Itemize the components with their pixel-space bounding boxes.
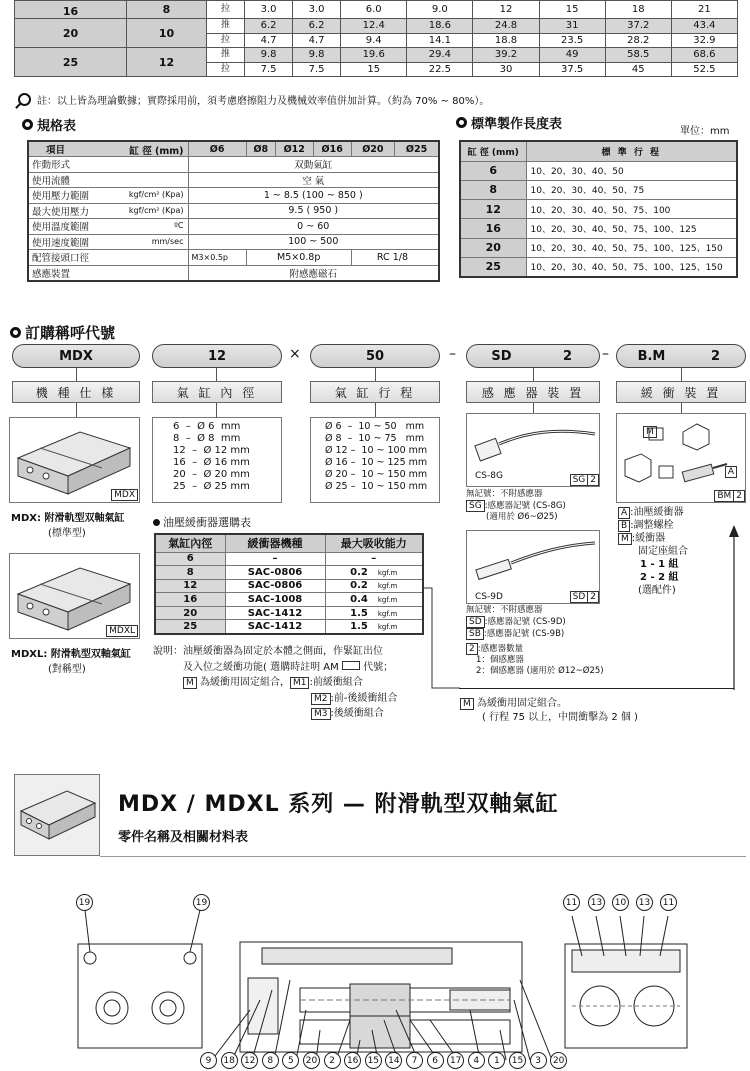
spec-row: 感應裝置 附感應磁石	[28, 265, 439, 281]
force-value: 45	[605, 62, 671, 77]
code-dash-1: –	[449, 346, 456, 362]
force-value: 15	[539, 1, 605, 19]
force-value: 24.8	[473, 19, 539, 34]
force-bore: 25	[15, 48, 127, 77]
force-value: 4.7	[293, 33, 341, 48]
force-bore: 16	[15, 1, 127, 19]
stroke-bore: 6	[460, 161, 526, 180]
damper-row	[155, 606, 423, 620]
force-value: 39.2	[473, 48, 539, 63]
spec-size: Ø6	[188, 141, 246, 157]
damper-bore: 8	[155, 566, 225, 580]
damper-row	[155, 566, 423, 580]
stroke-option: Ø 12 – 10 ~ 100 mm	[325, 445, 428, 456]
code-times: ×	[289, 346, 301, 362]
stroke-option: Ø 20 – 10 ~ 150 mm	[325, 469, 428, 480]
code-stroke: 50	[310, 344, 440, 368]
part-callout: 19	[76, 894, 93, 911]
force-direction: 推	[207, 19, 245, 34]
code-sensor: SD 2	[466, 344, 600, 368]
part-callout: 16	[344, 1052, 361, 1069]
stroke-option: Ø 25 – 10 ~ 150 mm	[325, 481, 428, 492]
stroke-unit: 單位：mm	[680, 126, 730, 137]
part-callout: 3	[530, 1052, 547, 1069]
mdx-desc: MDX: 附滑軌型双軸氣缸	[11, 513, 125, 524]
damper-row	[155, 620, 423, 634]
force-value: 12	[473, 1, 539, 19]
mdxl-desc: MDXL: 附滑軌型双軸氣缸	[11, 649, 131, 660]
stroke-header-bore: 缸 徑 (mm)	[460, 141, 526, 161]
force-value: 4.7	[245, 33, 293, 48]
spec-row: 使用溫度範圍 ºC 0 ~ 60	[28, 219, 439, 235]
dot-icon	[153, 519, 160, 526]
force-direction: 拉	[207, 33, 245, 48]
damper-model: SAC-1412	[225, 620, 325, 634]
force-value: 28.2	[605, 33, 671, 48]
bore-option: 12 – Ø 12 mm	[173, 445, 250, 456]
buffer-parts-drawing	[617, 414, 745, 502]
damper-capacity: 1.5 kgf.m	[325, 606, 423, 620]
force-value: 49	[539, 48, 605, 63]
arrow-up-icon	[725, 525, 743, 690]
force-value: 58.5	[605, 48, 671, 63]
damper-capacity: 0.2 kgf.m	[325, 579, 423, 593]
magnifier-icon	[18, 93, 31, 106]
stroke-row	[460, 180, 737, 199]
force-value: 6.2	[293, 19, 341, 34]
code-buffer: B.M 2	[616, 344, 746, 368]
stroke-list	[310, 417, 440, 503]
force-value: 7.5	[293, 62, 341, 77]
damper-bore: 6	[155, 552, 225, 566]
force-value: 14.1	[407, 33, 473, 48]
stroke-values: 10、20、30、40、50、75、100、125	[526, 219, 737, 238]
force-value: 37.2	[605, 19, 671, 34]
spec-row: 使用壓力範圍 kgf/cm² (Kpa) 1 ~ 8.5 (100 ~ 850 )	[28, 188, 439, 204]
damper-bore: 20	[155, 606, 225, 620]
damper-unit: kgf.m	[377, 609, 398, 618]
code-dash-2: –	[602, 346, 609, 362]
order-heading: 訂購稱呼代號	[10, 322, 115, 343]
bullet-icon	[22, 119, 33, 130]
cat-sensor: 感 應 器 裝 置	[466, 381, 600, 403]
stroke-option: Ø 16 – 10 ~ 125 mm	[325, 457, 428, 468]
damper-row	[155, 579, 423, 593]
stroke-bore: 16	[460, 219, 526, 238]
mdx-image	[9, 417, 140, 503]
sensor-cs9d-box: CS-9D SD 2	[466, 530, 600, 604]
buffer-box: M A BM 2	[616, 413, 746, 503]
damper-bore: 12	[155, 579, 225, 593]
stroke-bore: 20	[460, 238, 526, 257]
stroke-values: 10、20、30、40、50	[526, 161, 737, 180]
force-value: 3.0	[293, 1, 341, 19]
part-callout: 4	[468, 1052, 485, 1069]
force-value: 37.5	[539, 62, 605, 77]
force-value: 9.0	[407, 1, 473, 19]
force-value: 29.4	[407, 48, 473, 63]
spec-size: Ø8	[246, 141, 275, 157]
part-callout: 18	[221, 1052, 238, 1069]
part-callout: 6	[427, 1052, 444, 1069]
stroke-values: 10、20、30、40、50、75	[526, 180, 737, 199]
spec-size: Ø20	[351, 141, 395, 157]
spec-size: Ø12	[275, 141, 313, 157]
force-value: 21	[671, 1, 737, 19]
bore-option: 6 – Ø 6 mm	[173, 421, 241, 432]
damper-capacity: 1.5 kgf.m	[325, 620, 423, 634]
series-title: MDX / MDXL 系列 — 附滑軌型双軸氣缸	[118, 792, 559, 817]
damper-capacity: –	[325, 552, 423, 566]
force-value: 32.9	[671, 33, 737, 48]
force-value: 19.6	[341, 48, 407, 63]
bore-option: 16 – Ø 16 mm	[173, 457, 250, 468]
stroke-values: 10、20、30、40、50、75、100、125、150	[526, 257, 737, 276]
damper-unit: kgf.m	[377, 623, 398, 632]
buffer-text: A :油壓緩衝器 B :調整螺栓 M :緩衝器 固定座組合 1 - 1 組 2 - 2 組 (選配件)	[618, 506, 688, 597]
part-callout: 15	[509, 1052, 526, 1069]
spec-heading: 規格表	[22, 115, 76, 134]
force-direction: 推	[207, 48, 245, 63]
force-value: 23.5	[539, 33, 605, 48]
force-row	[15, 19, 738, 34]
damper-unit: kgf.m	[377, 596, 398, 605]
part-callout: 11	[563, 894, 580, 911]
force-value: 9.4	[341, 33, 407, 48]
force-row	[15, 1, 738, 19]
force-value: 9.8	[293, 48, 341, 63]
parts-drawing	[0, 880, 750, 1071]
series-subtitle: 零件名稱及相關材料表	[118, 830, 249, 845]
force-direction: 拉	[207, 1, 245, 19]
cat-model: 機 種 仕 樣	[12, 381, 140, 403]
bore-option: 8 – Ø 8 mm	[173, 433, 241, 444]
bore-list	[152, 417, 282, 503]
force-value: 3.0	[245, 1, 293, 19]
force-note: 註：以上皆為理論數據；實際採用前，須考慮磨擦阻力及機械效率值併加計算。（約為 70% ~ 80%）。	[18, 92, 489, 107]
part-callout: 8	[262, 1052, 279, 1069]
damper-bore: 16	[155, 593, 225, 607]
force-value: 9.8	[245, 48, 293, 63]
series-cylinder-drawing	[15, 775, 99, 855]
mdxl-image	[9, 553, 140, 639]
force-rod: 8	[127, 1, 207, 19]
stroke-row	[460, 238, 737, 257]
force-value: 52.5	[671, 62, 737, 77]
spec-size: Ø25	[395, 141, 439, 157]
damper-capacity: 0.2 kgf.m	[325, 566, 423, 580]
stroke-option: Ø 8 – 10 ~ 75 mm	[325, 433, 425, 444]
force-value: 12.4	[341, 19, 407, 34]
damper-heading: 油壓緩衝器選購表	[153, 514, 251, 530]
damper-unit: kgf.m	[377, 582, 398, 591]
force-value: 15	[341, 62, 407, 77]
damper-capacity: 0.4 kgf.m	[325, 593, 423, 607]
mdxl-tag: MDXL	[106, 625, 138, 637]
stroke-row	[460, 219, 737, 238]
bore-option: 20 – Ø 20 mm	[173, 469, 250, 480]
spec-row: 配管接頭口徑 M3×0.5p M5×0.8p RC 1/8	[28, 250, 439, 266]
damper-model: SAC-0806	[225, 579, 325, 593]
spec-row: 使用流體 空 氣	[28, 172, 439, 188]
damper-model: SAC-0806	[225, 566, 325, 580]
force-value: 7.5	[245, 62, 293, 77]
buffer-note: M 為緩衝用固定組合。 ( 行程 75 以上，中間衝擊為 2 個 )	[460, 697, 638, 725]
force-value: 22.5	[407, 62, 473, 77]
spec-size: Ø16	[313, 141, 351, 157]
stroke-row	[460, 200, 737, 219]
part-callout: 14	[385, 1052, 402, 1069]
stroke-row	[460, 257, 737, 276]
bullet-icon	[10, 327, 21, 338]
spec-header-item: 項目	[46, 145, 66, 156]
part-callout: 2	[324, 1052, 341, 1069]
stroke-bore: 12	[460, 200, 526, 219]
stroke-bore: 8	[460, 180, 526, 199]
damper-leader-line	[424, 580, 464, 690]
force-rod: 12	[127, 48, 207, 77]
force-direction: 拉	[207, 62, 245, 77]
stroke-header-stroke: 標 準 行 程	[526, 141, 737, 161]
part-callout: 20	[550, 1052, 567, 1069]
spec-table	[27, 140, 440, 282]
force-row	[15, 48, 738, 63]
sensor-cs9d-text: 無記號：不附感應器 SD :感應器記號 (CS-9D) SB :感應器記號 (CS-9B) 2 :感應器數量 1：個感應器 2：個感應器 (適用於 Ø12~Ø25)	[466, 605, 604, 676]
code-model: MDX	[12, 344, 140, 368]
spec-header-bore: 缸 徑 (mm)	[129, 146, 184, 157]
spec-row: 使用速度範圍 mm/sec 100 ~ 500	[28, 234, 439, 250]
stroke-bore: 25	[460, 257, 526, 276]
stroke-row	[460, 161, 737, 180]
bore-option: 25 – Ø 25 mm	[173, 481, 250, 492]
part-callout: 13	[636, 894, 653, 911]
cat-stroke: 氣 缸 行 程	[310, 381, 440, 403]
part-callout: 5	[282, 1052, 299, 1069]
part-callout: 10	[612, 894, 629, 911]
damper-explain: 說明：油壓緩衝器為固定於本體之側面，作緊缸出位 及入位之緩衝功能( 選購時註明 AM 代號； M 為緩衝用固定組合， M1 :前緩衝組合 M2 :前-後緩衝組合 M3 :後緩衝組合	[153, 646, 398, 719]
cat-bore: 氣 缸 內 徑	[152, 381, 282, 403]
force-rod: 10	[127, 19, 207, 48]
force-value: 43.4	[671, 19, 737, 34]
part-callout: 15	[365, 1052, 382, 1069]
spec-row: 作動形式 双動氣缸	[28, 157, 439, 173]
force-value: 6.0	[341, 1, 407, 19]
force-value: 18.8	[473, 33, 539, 48]
part-callout: 13	[588, 894, 605, 911]
part-callout: 11	[660, 894, 677, 911]
damper-row	[155, 593, 423, 607]
force-value: 18	[605, 1, 671, 19]
part-callout: 7	[406, 1052, 423, 1069]
mdx-sub: (標準型)	[48, 528, 86, 539]
force-value: 18.6	[407, 19, 473, 34]
stroke-table	[459, 140, 738, 278]
spec-row: 最大使用壓力 kgf/cm² (Kpa) 9.5 ( 950 )	[28, 203, 439, 219]
part-callout: 12	[241, 1052, 258, 1069]
damper-unit: kgf.m	[377, 568, 398, 577]
bullet-icon	[456, 117, 467, 128]
stroke-heading: 標準製作長度表	[456, 113, 562, 132]
damper-model: –	[225, 552, 325, 566]
sensor-cs8g-text: 無記號：不附感應器 SG :感應器記號 (CS-8G) (適用於 Ø6~Ø25)	[466, 489, 566, 522]
code-bore: 12	[152, 344, 282, 368]
damper-model: SAC-1008	[225, 593, 325, 607]
force-value: 30	[473, 62, 539, 77]
mdx-tag: MDX	[111, 489, 138, 501]
part-callout: 19	[193, 894, 210, 911]
stroke-values: 10、20、30、40、50、75、100	[526, 200, 737, 219]
stroke-option: Ø 6 – 10 ~ 50 mm	[325, 421, 425, 432]
damper-row	[155, 552, 423, 566]
part-callout: 1	[488, 1052, 505, 1069]
part-callout: 17	[447, 1052, 464, 1069]
force-value: 6.2	[245, 19, 293, 34]
force-table	[14, 0, 738, 77]
damper-bore: 25	[155, 620, 225, 634]
stroke-values: 10、20、30、40、50、75、100、125、150	[526, 238, 737, 257]
part-callout: 20	[303, 1052, 320, 1069]
force-value: 68.6	[671, 48, 737, 63]
damper-table: 氣缸內徑 緩衝器機種 最大吸收能力 6 – – 8 SAC-0806 0.2 kgf.m 12 SAC-0806 0.2 kgf.m 16 SAC-1008 0.4 kgf.m 20 SAC-1412 1.5 kgf.m 25 SAC-1412 1.5 kgf.m	[154, 533, 424, 635]
force-bore: 20	[15, 19, 127, 48]
part-callout: 9	[200, 1052, 217, 1069]
force-value: 31	[539, 19, 605, 34]
mdxl-sub: (對稱型)	[48, 664, 86, 675]
cat-buffer: 緩 衝 裝 置	[616, 381, 746, 403]
damper-model: SAC-1412	[225, 606, 325, 620]
series-thumbnail	[14, 774, 100, 856]
sensor-cs8g-box: CS-8G SG 2	[466, 413, 600, 487]
